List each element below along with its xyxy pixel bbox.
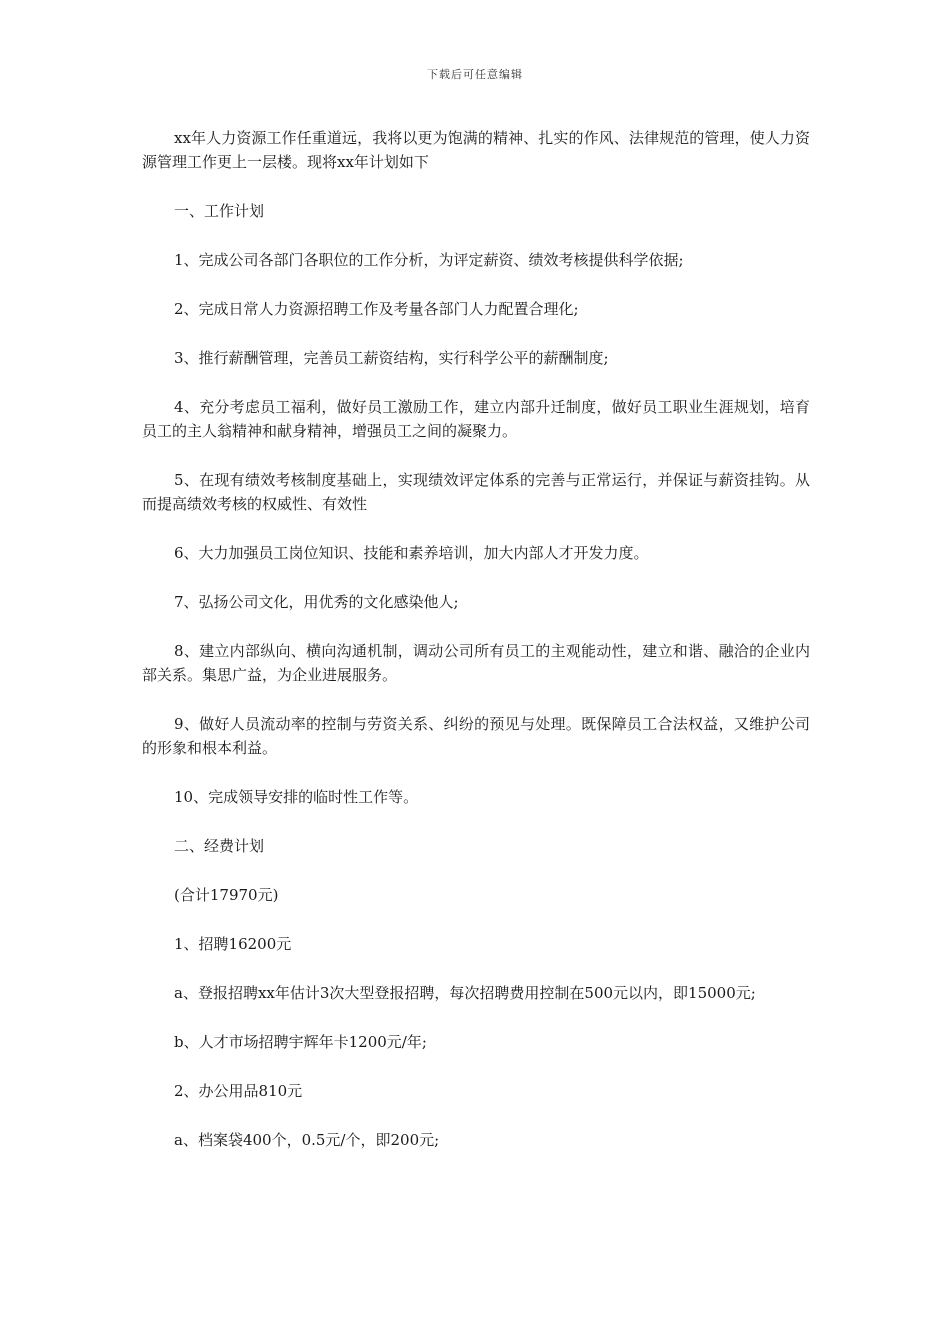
intro-paragraph: xx年人力资源工作任重道远，我将以更为饱满的精神、扎实的作风、法律规范的管理，使人力资源管理工作更上一层楼。现将xx年计划如下 [142,129,810,171]
section-heading-budget-plan: 二、经费计划 [174,837,265,855]
work-plan-item-8: 8、建立内部纵向、横向沟通机制，调动公司所有员工的主观能动性，建立和谐、融洽的企业内部关系。集思广益，为企业进展服务。 [142,642,810,684]
work-plan-item-2: 2、完成日常人力资源招聘工作及考量各部门人力配置合理化; [174,300,579,318]
work-plan-item-4: 4、充分考虑员工福利，做好员工激励工作，建立内部升迁制度，做好员工职业生涯规划，培育员工的主人翁精神和献身精神，增强员工之间的凝聚力。 [142,398,810,440]
budget-subitem-file-bags: a、档案袋400个，0.5元/个，即200元; [174,1131,440,1149]
work-plan-item-5: 5、在现有绩效考核制度基础上，实现绩效评定体系的完善与正常运行，并保证与薪资挂钩。从而提高绩效考核的权威性、有效性 [142,471,810,513]
page-header-note: 下载后可任意编辑 [427,68,523,81]
work-plan-item-9: 9、做好人员流动率的控制与劳资关系、纠纷的预见与处理。既保障员工合法权益，又维护公司的形象和根本利益。 [142,715,810,757]
budget-subitem-newspaper-ads: a、登报招聘xx年估计3次大型登报招聘，每次招聘费用控制在500元以内，即15000元; [174,984,756,1002]
budget-item-recruitment: 1、招聘16200元 [174,935,292,953]
work-plan-item-6: 6、大力加强员工岗位知识、技能和素养培训，加大内部人才开发力度。 [174,544,649,562]
budget-subitem-talent-market: b、人才市场招聘宇辉年卡1200元/年; [174,1033,427,1051]
work-plan-item-7: 7、弘扬公司文化，用优秀的文化感染他人; [174,593,459,611]
section-heading-work-plan: 一、工作计划 [174,202,265,220]
work-plan-item-1: 1、完成公司各部门各职位的工作分析，为评定薪资、绩效考核提供科学依据; [174,251,684,269]
work-plan-item-10: 10、完成领导安排的临时性工作等。 [174,788,419,806]
document-body [142,126,810,1177]
budget-total: (合计17970元) [174,886,279,904]
budget-item-office-supplies: 2、办公用品810元 [174,1082,303,1100]
work-plan-item-3: 3、推行薪酬管理，完善员工薪资结构，实行科学公平的薪酬制度; [174,349,609,367]
